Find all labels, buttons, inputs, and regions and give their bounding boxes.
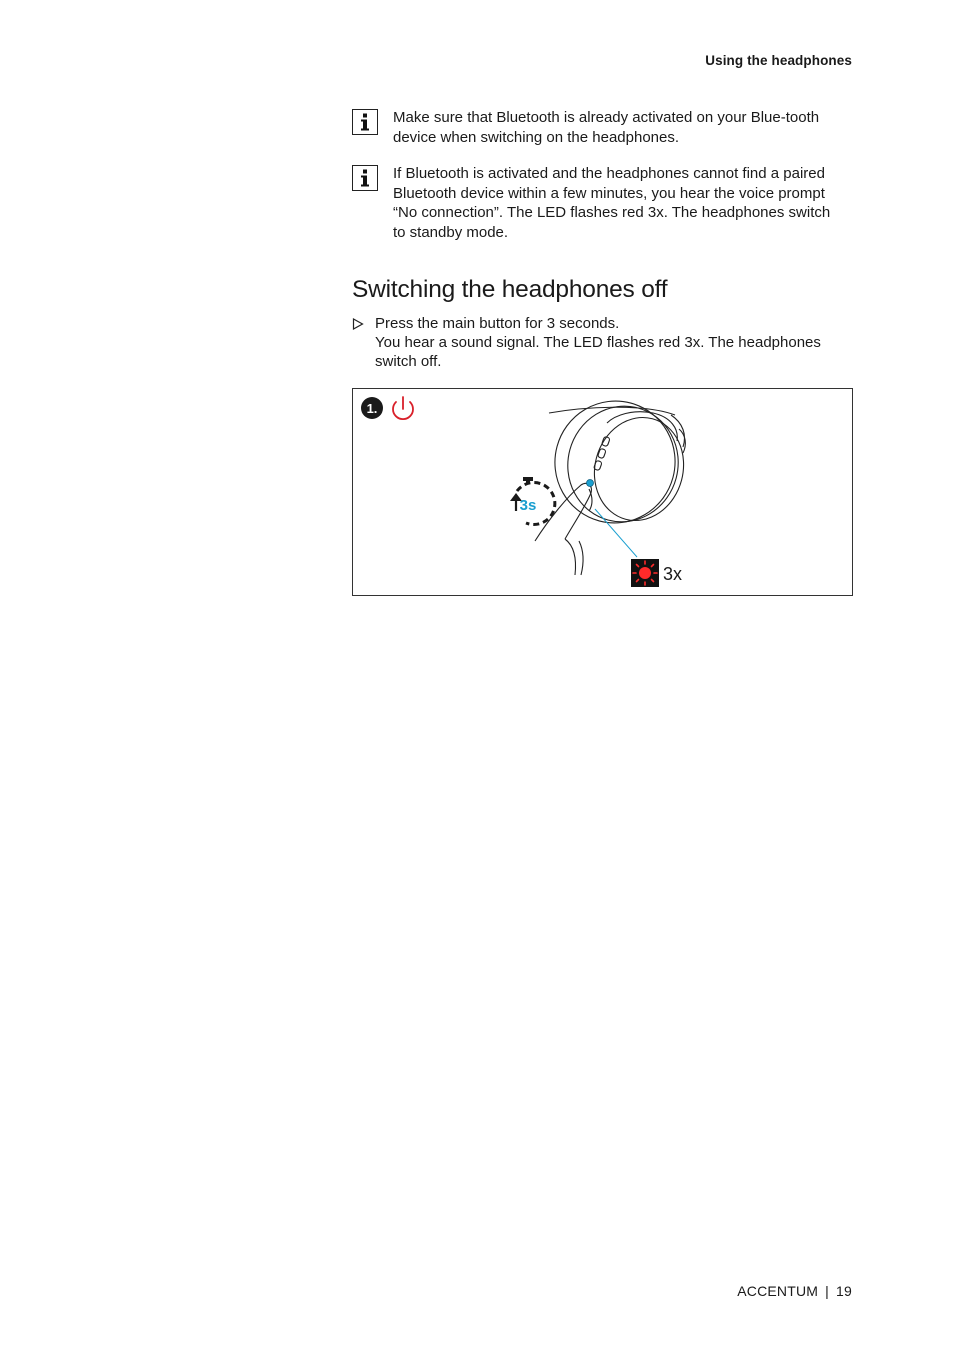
power-icon <box>393 397 413 419</box>
page-number: 19 <box>836 1283 852 1299</box>
page-footer <box>737 1283 852 1299</box>
main-button-highlight <box>587 480 594 487</box>
info-icon <box>352 165 378 191</box>
running-header: Using the headphones <box>705 53 852 68</box>
flash-count-label: 3x <box>663 564 683 584</box>
note-text: Make sure that Bluetooth is already activated on your Blue-tooth device when switching on the headphones. <box>393 109 820 146</box>
timer-icon <box>510 477 555 525</box>
step-number: 1. <box>366 401 378 416</box>
info-note <box>352 108 852 147</box>
section-title: Switching the headphones off <box>352 276 668 303</box>
instruction-step <box>352 314 852 372</box>
note-text: If Bluetooth is activated and the headphones cannot find a paired Bluetooth device within a few minutes, you hear the voice prompt “No connection”. The LED flashes red 3x. The headphones switch to standby mode. <box>393 165 831 241</box>
duration-label: 3s <box>519 497 537 514</box>
led-pointer-line <box>595 509 637 557</box>
info-note <box>352 164 852 242</box>
info-icon <box>352 109 378 135</box>
step-result: You hear a sound signal. The LED flashes red 3x. The headphones switch off. <box>375 334 821 371</box>
triangle-bullet-icon <box>352 318 364 330</box>
step-number-badge <box>361 397 383 419</box>
footer-product: ACCENTUM <box>737 1283 819 1299</box>
instruction-figure <box>352 388 853 596</box>
led-flash-icon <box>631 559 682 587</box>
step-instruction: Press the main button for 3 seconds. <box>375 315 620 332</box>
headphone-illustration <box>535 389 695 575</box>
footer-separator: | <box>825 1283 830 1299</box>
